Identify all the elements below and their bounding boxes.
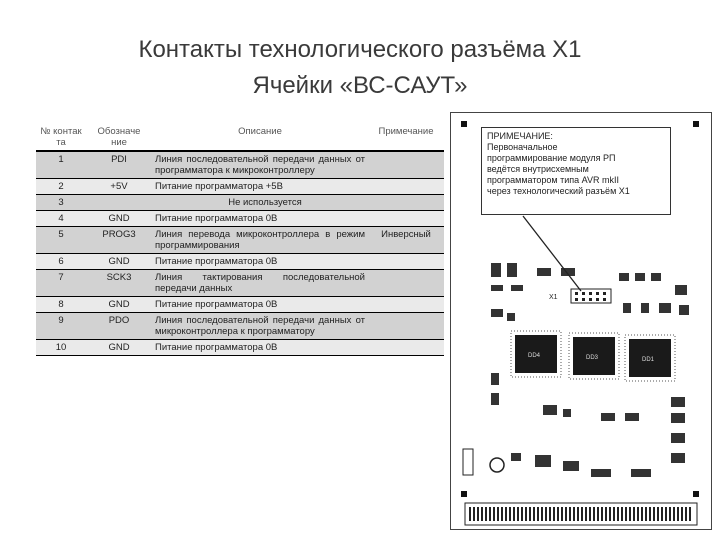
note-line-5: программатором типа AVR mkII	[487, 175, 619, 185]
table-row	[36, 297, 444, 313]
title-line-2: Ячейки «ВС-САУТ»	[252, 72, 468, 99]
table-row	[36, 179, 444, 195]
cell-num: 5	[36, 227, 86, 254]
edge-pin	[545, 507, 547, 521]
edge-pin	[609, 507, 611, 521]
edge-pin	[553, 507, 555, 521]
edge-pin	[645, 507, 647, 521]
edge-pin	[497, 507, 499, 521]
edge-pin	[653, 507, 655, 521]
cell-num: 6	[36, 254, 86, 270]
note-line-6: через технологический разъём Х1	[487, 186, 630, 196]
cell-signal: PDI	[86, 151, 152, 179]
chip-dd3	[569, 333, 619, 379]
edge-pin	[565, 507, 567, 521]
table-header-row	[36, 124, 444, 151]
edge-pin	[493, 507, 495, 521]
table-row	[36, 227, 444, 254]
table-row	[36, 151, 444, 179]
cell-description: Линия тактирования последовательной передачи данных	[152, 270, 368, 297]
edge-pin	[685, 507, 687, 521]
cell-description: Питание программатора 0В	[152, 297, 368, 313]
mounting-hole	[461, 491, 467, 497]
header-num: № контак та	[36, 124, 86, 151]
note-box	[481, 127, 671, 215]
edge-pin	[649, 507, 651, 521]
edge-pin	[589, 507, 591, 521]
mounting-hole	[693, 121, 699, 127]
edge-pin	[521, 507, 523, 521]
edge-pin	[541, 507, 543, 521]
mounting-hole	[461, 121, 467, 127]
cell-note	[368, 340, 444, 356]
chip-label: DD1	[642, 357, 655, 363]
cell-num: 2	[36, 179, 86, 195]
table-row	[36, 270, 444, 297]
cell-num: 10	[36, 340, 86, 356]
edge-pin	[569, 507, 571, 521]
pin-table	[36, 124, 444, 356]
edge-pin	[533, 507, 535, 521]
edge-pin	[481, 507, 483, 521]
leader-line	[523, 216, 581, 291]
edge-pin	[665, 507, 667, 521]
table-row	[36, 195, 444, 211]
edge-pin	[517, 507, 519, 521]
edge-pin	[597, 507, 599, 521]
edge-pin	[501, 507, 503, 521]
table-row	[36, 211, 444, 227]
side-component	[463, 449, 473, 475]
cell-description: Линия перевода микроконтроллера в режим программирования	[152, 227, 368, 254]
edge-pin	[673, 507, 675, 521]
edge-pin	[473, 507, 475, 521]
edge-pin	[485, 507, 487, 521]
edge-pin	[625, 507, 627, 521]
header-description: Описание	[152, 124, 368, 151]
table-row	[36, 254, 444, 270]
cell-signal: PROG3	[86, 227, 152, 254]
cell-signal: GND	[86, 254, 152, 270]
table-row	[36, 313, 444, 340]
edge-pin	[629, 507, 631, 521]
cell-note	[368, 211, 444, 227]
chip-label: DD3	[586, 355, 599, 361]
edge-pin	[593, 507, 595, 521]
cell-description: Питание программатора 0В	[152, 211, 368, 227]
round-component	[490, 458, 504, 472]
edge-pin	[505, 507, 507, 521]
edge-pin	[549, 507, 551, 521]
edge-pin	[577, 507, 579, 521]
edge-pin	[537, 507, 539, 521]
cell-description: Линия последовательной передачи данных от программатора к микроконтроллеру	[152, 151, 368, 179]
cell-description: Линия последовательной передачи данных от микроконтроллера к программатору	[152, 313, 368, 340]
edge-pin	[669, 507, 671, 521]
header-note: Примечание	[368, 124, 444, 151]
note-line-2: Первоначальное	[487, 142, 558, 152]
cell-num: 7	[36, 270, 86, 297]
edge-pin	[637, 507, 639, 521]
edge-pin	[605, 507, 607, 521]
table-row	[36, 340, 444, 356]
cell-signal: PDO	[86, 313, 152, 340]
edge-pin	[617, 507, 619, 521]
cell-note	[368, 313, 444, 340]
x1-connector	[549, 289, 611, 303]
chip-dd4	[511, 331, 561, 377]
cell-description: Питание программатора 0В	[152, 254, 368, 270]
edge-pin	[581, 507, 583, 521]
cell-note: Инверсный	[368, 227, 444, 254]
edge-pin	[513, 507, 515, 521]
page-title	[0, 32, 720, 104]
cell-note	[368, 151, 444, 179]
title-line-1: Контакты технологического разъёма Х1	[138, 36, 582, 63]
cell-note	[368, 254, 444, 270]
edge-pin	[477, 507, 479, 521]
edge-pin	[681, 507, 683, 521]
note-line-3: программирование модуля РП	[487, 153, 616, 163]
edge-pin	[613, 507, 615, 521]
cell-description: Питание программатора +5В	[152, 179, 368, 195]
mounting-hole	[693, 491, 699, 497]
edge-connector	[465, 503, 697, 525]
edge-pin	[677, 507, 679, 521]
cell-signal: GND	[86, 297, 152, 313]
edge-pin	[557, 507, 559, 521]
cell-num: 8	[36, 297, 86, 313]
chip-dd1	[625, 335, 675, 381]
edge-pin	[509, 507, 511, 521]
cell-description: Питание программатора 0В	[152, 340, 368, 356]
header-signal: Обозначе ние	[86, 124, 152, 151]
cell-num: 9	[36, 313, 86, 340]
edge-pin	[585, 507, 587, 521]
edge-pin	[689, 507, 691, 521]
edge-pin	[657, 507, 659, 521]
edge-pin	[529, 507, 531, 521]
chip-label: DD4	[528, 353, 541, 359]
note-line-4: ведётся внутрисхемным	[487, 164, 589, 174]
cell-signal: SCK3	[86, 270, 152, 297]
edge-pin	[621, 507, 623, 521]
cell-note	[368, 179, 444, 195]
edge-pin	[525, 507, 527, 521]
edge-pin	[489, 507, 491, 521]
cell-signal: +5V	[86, 179, 152, 195]
cell-signal: GND	[86, 340, 152, 356]
cell-note	[368, 297, 444, 313]
x1-connector-label: X1	[549, 294, 558, 301]
edge-pin	[573, 507, 575, 521]
edge-pin	[561, 507, 563, 521]
edge-pin	[601, 507, 603, 521]
cell-num: 4	[36, 211, 86, 227]
edge-pin	[633, 507, 635, 521]
cell-signal: GND	[86, 211, 152, 227]
edge-pin	[661, 507, 663, 521]
cell-num: 3	[36, 195, 86, 211]
cell-note	[368, 270, 444, 297]
note-line-1: ПРИМЕЧАНИЕ:	[487, 131, 553, 141]
edge-pin	[469, 507, 471, 521]
edge-pin	[641, 507, 643, 521]
cell-num: 1	[36, 151, 86, 179]
cell-merged: Не используется	[86, 195, 444, 211]
